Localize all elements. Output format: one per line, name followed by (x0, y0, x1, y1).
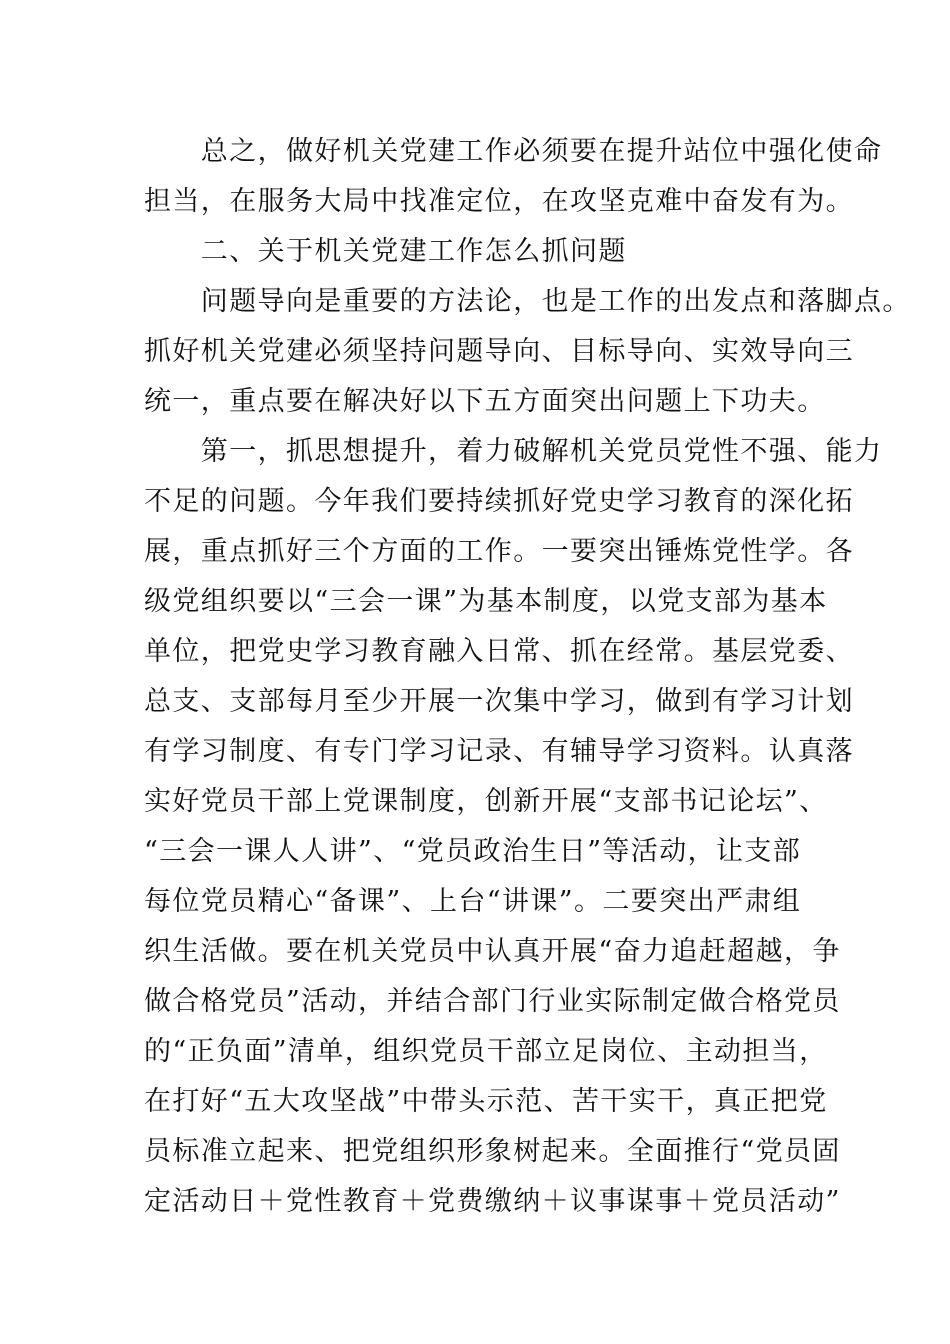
text-line: 展，重点抓好三个方面的工作。一要突出锤炼党性学。各 (144, 536, 854, 567)
text-line: 级党组织要以“三会一课”为基本制度，以党支部为基本 (144, 586, 828, 617)
text-line: 抓好机关党建必须坚持问题导向、目标导向、实效导向三 (144, 336, 854, 367)
text-line: 总之，做好机关党建工作必须要在提升站位中强化使命 (144, 136, 883, 167)
text-line: 担当，在服务大局中找准定位，在攻坚克难中奋发有为。 (144, 186, 854, 217)
text-line: 实好党员干部上党课制度，创新开展“支部书记论坛”、 (144, 786, 828, 817)
text-line: 织生活做。要在机关党员中认真开展“奋力追赶超越，争 (144, 936, 841, 967)
text-line: 有学习制度、有专门学习记录、有辅导学习资料。认真落 (144, 736, 854, 767)
text-line: 定活动日＋党性教育＋党费缴纳＋议事谋事＋党员活动” (144, 1186, 841, 1217)
text-line: 问题导向是重要的方法论，也是工作的出发点和落脚点。 (144, 286, 911, 317)
text-line: 做合格党员”活动，并结合部门行业实际制定做合格党员 (144, 986, 841, 1017)
text-line: 在打好“五大攻坚战”中带头示范、苦干实干，真正把党 (144, 1086, 828, 1117)
section-heading: 二、关于机关党建工作怎么抓问题 (144, 236, 627, 267)
text-line: 每位党员精心“备课”、上台“讲课”。二要突出严肃组 (144, 886, 802, 917)
text-line: 不足的问题。今年我们要持续抓好党史学习教育的深化拓 (144, 486, 854, 517)
text-line: “三会一课人人讲”、“党员政治生日”等活动，让支部 (144, 836, 802, 867)
text-line: 总支、支部每月至少开展一次集中学习，做到有学习计划 (144, 686, 854, 717)
text-line: 第一，抓思想提升，着力破解机关党员党性不强、能力 (144, 436, 883, 467)
text-line: 单位，把党史学习教育融入日常、抓在经常。基层党委、 (144, 636, 854, 667)
text-line: 员标准立起来、把党组织形象树起来。全面推行“党员固 (144, 1136, 841, 1167)
text-line: 的“正负面”清单，组织党员干部立足岗位、主动担当， (144, 1036, 828, 1067)
document-body (144, 127, 911, 1227)
text-line: 统一，重点要在解决好以下五方面突出问题上下功夫。 (144, 386, 826, 417)
